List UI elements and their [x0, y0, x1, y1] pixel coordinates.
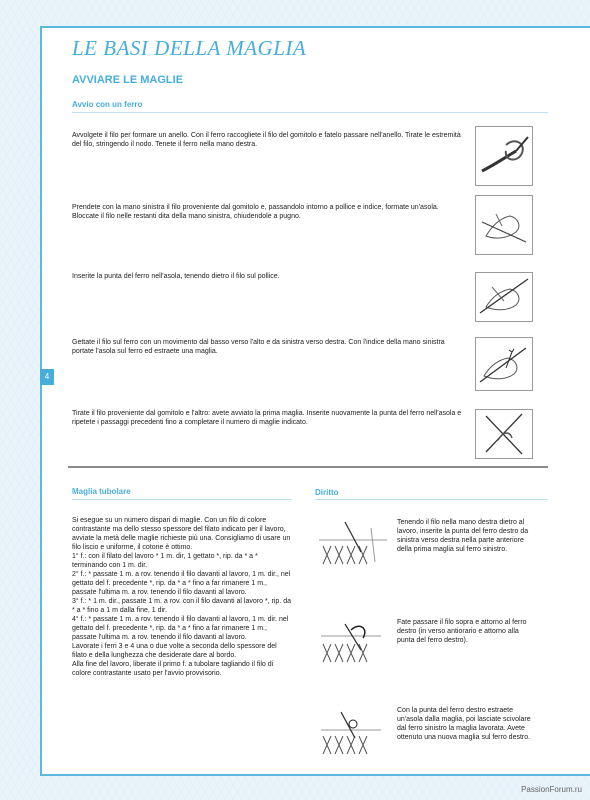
paragraph: 2° f.: * passate 1 m. a rov. tenendo il filo davanti al lavoro, 1 m. dir., nel gettato del f. precedente *, rip. da * a * fino a far rimanere 1 m., passate l'ultima m. a rov. tenendo il filo davanti al lavoro.	[72, 571, 291, 596]
knit-pull-icon	[315, 708, 390, 758]
hand-needle-icon	[475, 272, 533, 322]
loop-knot-icon	[475, 126, 533, 186]
hand-yarn-icon	[475, 195, 533, 255]
paragraph: Si esegue su un numero dispari di maglie. Con un filo di colore contrastante ma dello stesso spessore del filato indicato per il lavoro, avviate la metà delle maglie richieste più una. Consigliamo di usare un filo liscio e uniforme, il cotone è ottimo.	[72, 517, 291, 551]
section-divider	[72, 499, 292, 500]
paragraph: 4° f.: * passate 1 m. a rov. tenendo il filo davanti al lavoro, 1 m. dir. nel gettato del f. precedente *, rip. da * a * fino a far rimanere 1 m., passate l'ultima m. a rov. tenendo il filo davanti al lavoro.	[72, 616, 289, 641]
section-label-tubolare: Maglia tubolare	[72, 487, 131, 496]
step-text: Avvolgete il filo per formare un anello. Con il ferro raccogliete il filo del gomitolo e fatelo passare nell'anello. Tirate le estremità del filo, stringendo il nodo. Tenete il ferro nella mano destra.	[72, 132, 461, 148]
section-divider	[72, 112, 548, 113]
paragraph: Lavorate i ferri 3 e 4 una o due volte a seconda dello spessore del filato e della lunghezza che desiderate dare al bordo.	[72, 643, 277, 659]
step-text: Prendete con la mano sinistra il filo proveniente dal gomitolo e, passandolo intorno a pollice e indice, formate un'asola. Bloccate il filo nelle restanti dita della mano sinistra, chiudendole a pugno.	[72, 204, 439, 220]
page-title: LE BASI DELLA MAGLIA	[72, 36, 307, 60]
knit-step-text: Tenendo il filo nella mano destra dietro al lavoro, inserite la punta del ferro destro da sinistra verso destra nella parte anteriore della prima maglia sul ferro sinistro.	[397, 519, 529, 553]
page-number: 4	[40, 369, 54, 385]
crossed-needles-icon	[475, 409, 533, 459]
knit-wrap-icon	[315, 618, 390, 668]
knit-step-text: Con la punta del ferro destro estraete un'asola dalla maglia, poi lasciate scivolare dal ferro sinistro la maglia lavorata. Avete ottenuto una nuova maglia sul ferro destro.	[397, 707, 531, 741]
page	[40, 26, 590, 776]
step-text: Gettate il filo sul ferro con un movimento dal basso verso l'alto e da sinistra verso destra. Con l'indice della mano sinistra portate l'asola sul ferro ed estraete una maglia.	[72, 339, 445, 355]
step-text: Tirate il filo proveniente dal gomitolo e l'altro: avete avviato la prima maglia. Inserite nuovamente la punta del ferro nell'asola e ripetete i passaggi precedenti fino a completare il numero di maglie indicato.	[72, 410, 462, 426]
tubolare-instructions	[72, 516, 292, 678]
section-divider	[315, 499, 548, 500]
section-subtitle: AVVIARE LE MAGLIE	[72, 74, 184, 86]
knit-step-text: Fate passare il filo sopra e attorno al ferro destro (in verso antiorario e attorno alla punta del ferro destro).	[397, 619, 527, 644]
section-separator	[68, 466, 548, 468]
watermark: PassionForum.ru	[521, 785, 582, 794]
section-label-diritto: Diritto	[315, 488, 339, 497]
paragraph: 1° f.: con il filato del lavoro * 1 m. dir, 1 gettato *, rip. da * a * terminando con 1 m. dir.	[72, 553, 258, 569]
paragraph: Alla fine del lavoro, liberate il primo f. a tubolare tagliando il filo di colore contrastante usato per l'avvio provvisorio.	[72, 661, 274, 677]
paragraph: 3° f.: * 1 m. dir., passate 1 m. a rov. con il filo davanti al lavoro *, rip. da * a * fino a 1 m dalla fine, 1 dir.	[72, 598, 291, 614]
step-text: Inserite la punta del ferro nell'asola, tenendo dietro il filo sul pollice.	[72, 273, 280, 280]
section-label-avvio: Avvio con un ferro	[72, 100, 143, 109]
knit-insert-icon	[315, 518, 390, 568]
hand-needle-arrow-icon	[475, 337, 533, 391]
